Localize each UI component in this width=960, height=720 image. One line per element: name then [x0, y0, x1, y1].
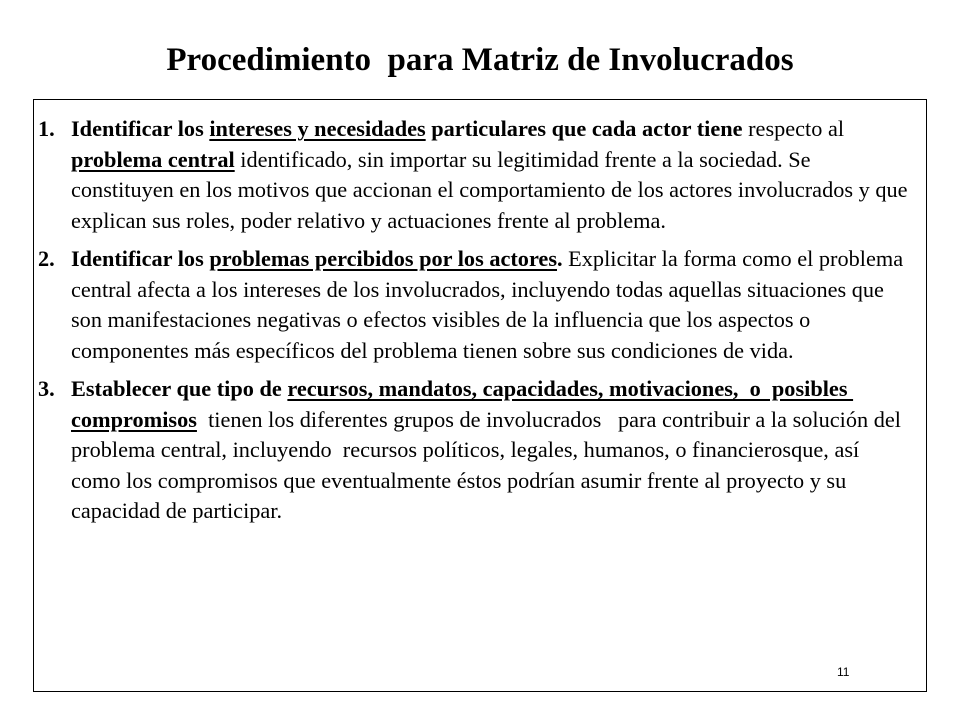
content-box [33, 99, 927, 692]
item-text: tienen los diferentes grupos de involucrados para contribuir a la solución del problema central, incluyendo recursos políticos, legales, humanos, o financierosque, así como los compromisos que eventualmente éstos podrían asumir frente al proyecto y su capacidad de participar. [71, 406, 907, 523]
item-key-phrase: intereses y necesidades [209, 116, 426, 141]
item-lead: Identificar los [71, 246, 210, 271]
item-text-2: identificado, sin importar su legitimidad frente a la sociedad. Se constituyen en los motivos que accionan el comportamiento de los actores involucrados y que explican sus roles, poder relativo y actuaciones frente al problema. [71, 146, 914, 233]
procedure-item-3 [34, 374, 926, 527]
item-lead: Identificar los [71, 116, 210, 141]
slide-title: Procedimiento para Matriz de Involucrados [166, 42, 794, 78]
item-lead-after: particulares que cada actor tiene [425, 116, 743, 141]
page-number: 11 [837, 665, 850, 679]
item-key-phrase-2: problema central [71, 146, 235, 172]
item-number: 2. [38, 246, 55, 271]
procedure-item-1 [34, 114, 926, 236]
item-lead: Establecer que tipo de [71, 376, 288, 401]
item-key-phrase: problemas percibidos por los actores [209, 246, 558, 271]
procedure-item-2 [34, 244, 926, 366]
item-lead-after: . [557, 246, 563, 271]
item-number: 3. [38, 376, 55, 401]
item-key-phrase: recursos, mandatos, capacidades, motivaciones, o posibles compromisos [71, 376, 854, 432]
item-text: respecto al [742, 116, 850, 141]
item-number: 1. [38, 116, 55, 141]
item-text: Explicitar la forma como el problema central afecta a los intereses de los involucrados, incluyendo todas aquellas situaciones que son manifestaciones negativas o efectos visibles de la influencia que los aspectos o componentes más específicos del problema tienen sobre sus condiciones de vida. [71, 246, 909, 363]
procedure-list [34, 114, 926, 535]
